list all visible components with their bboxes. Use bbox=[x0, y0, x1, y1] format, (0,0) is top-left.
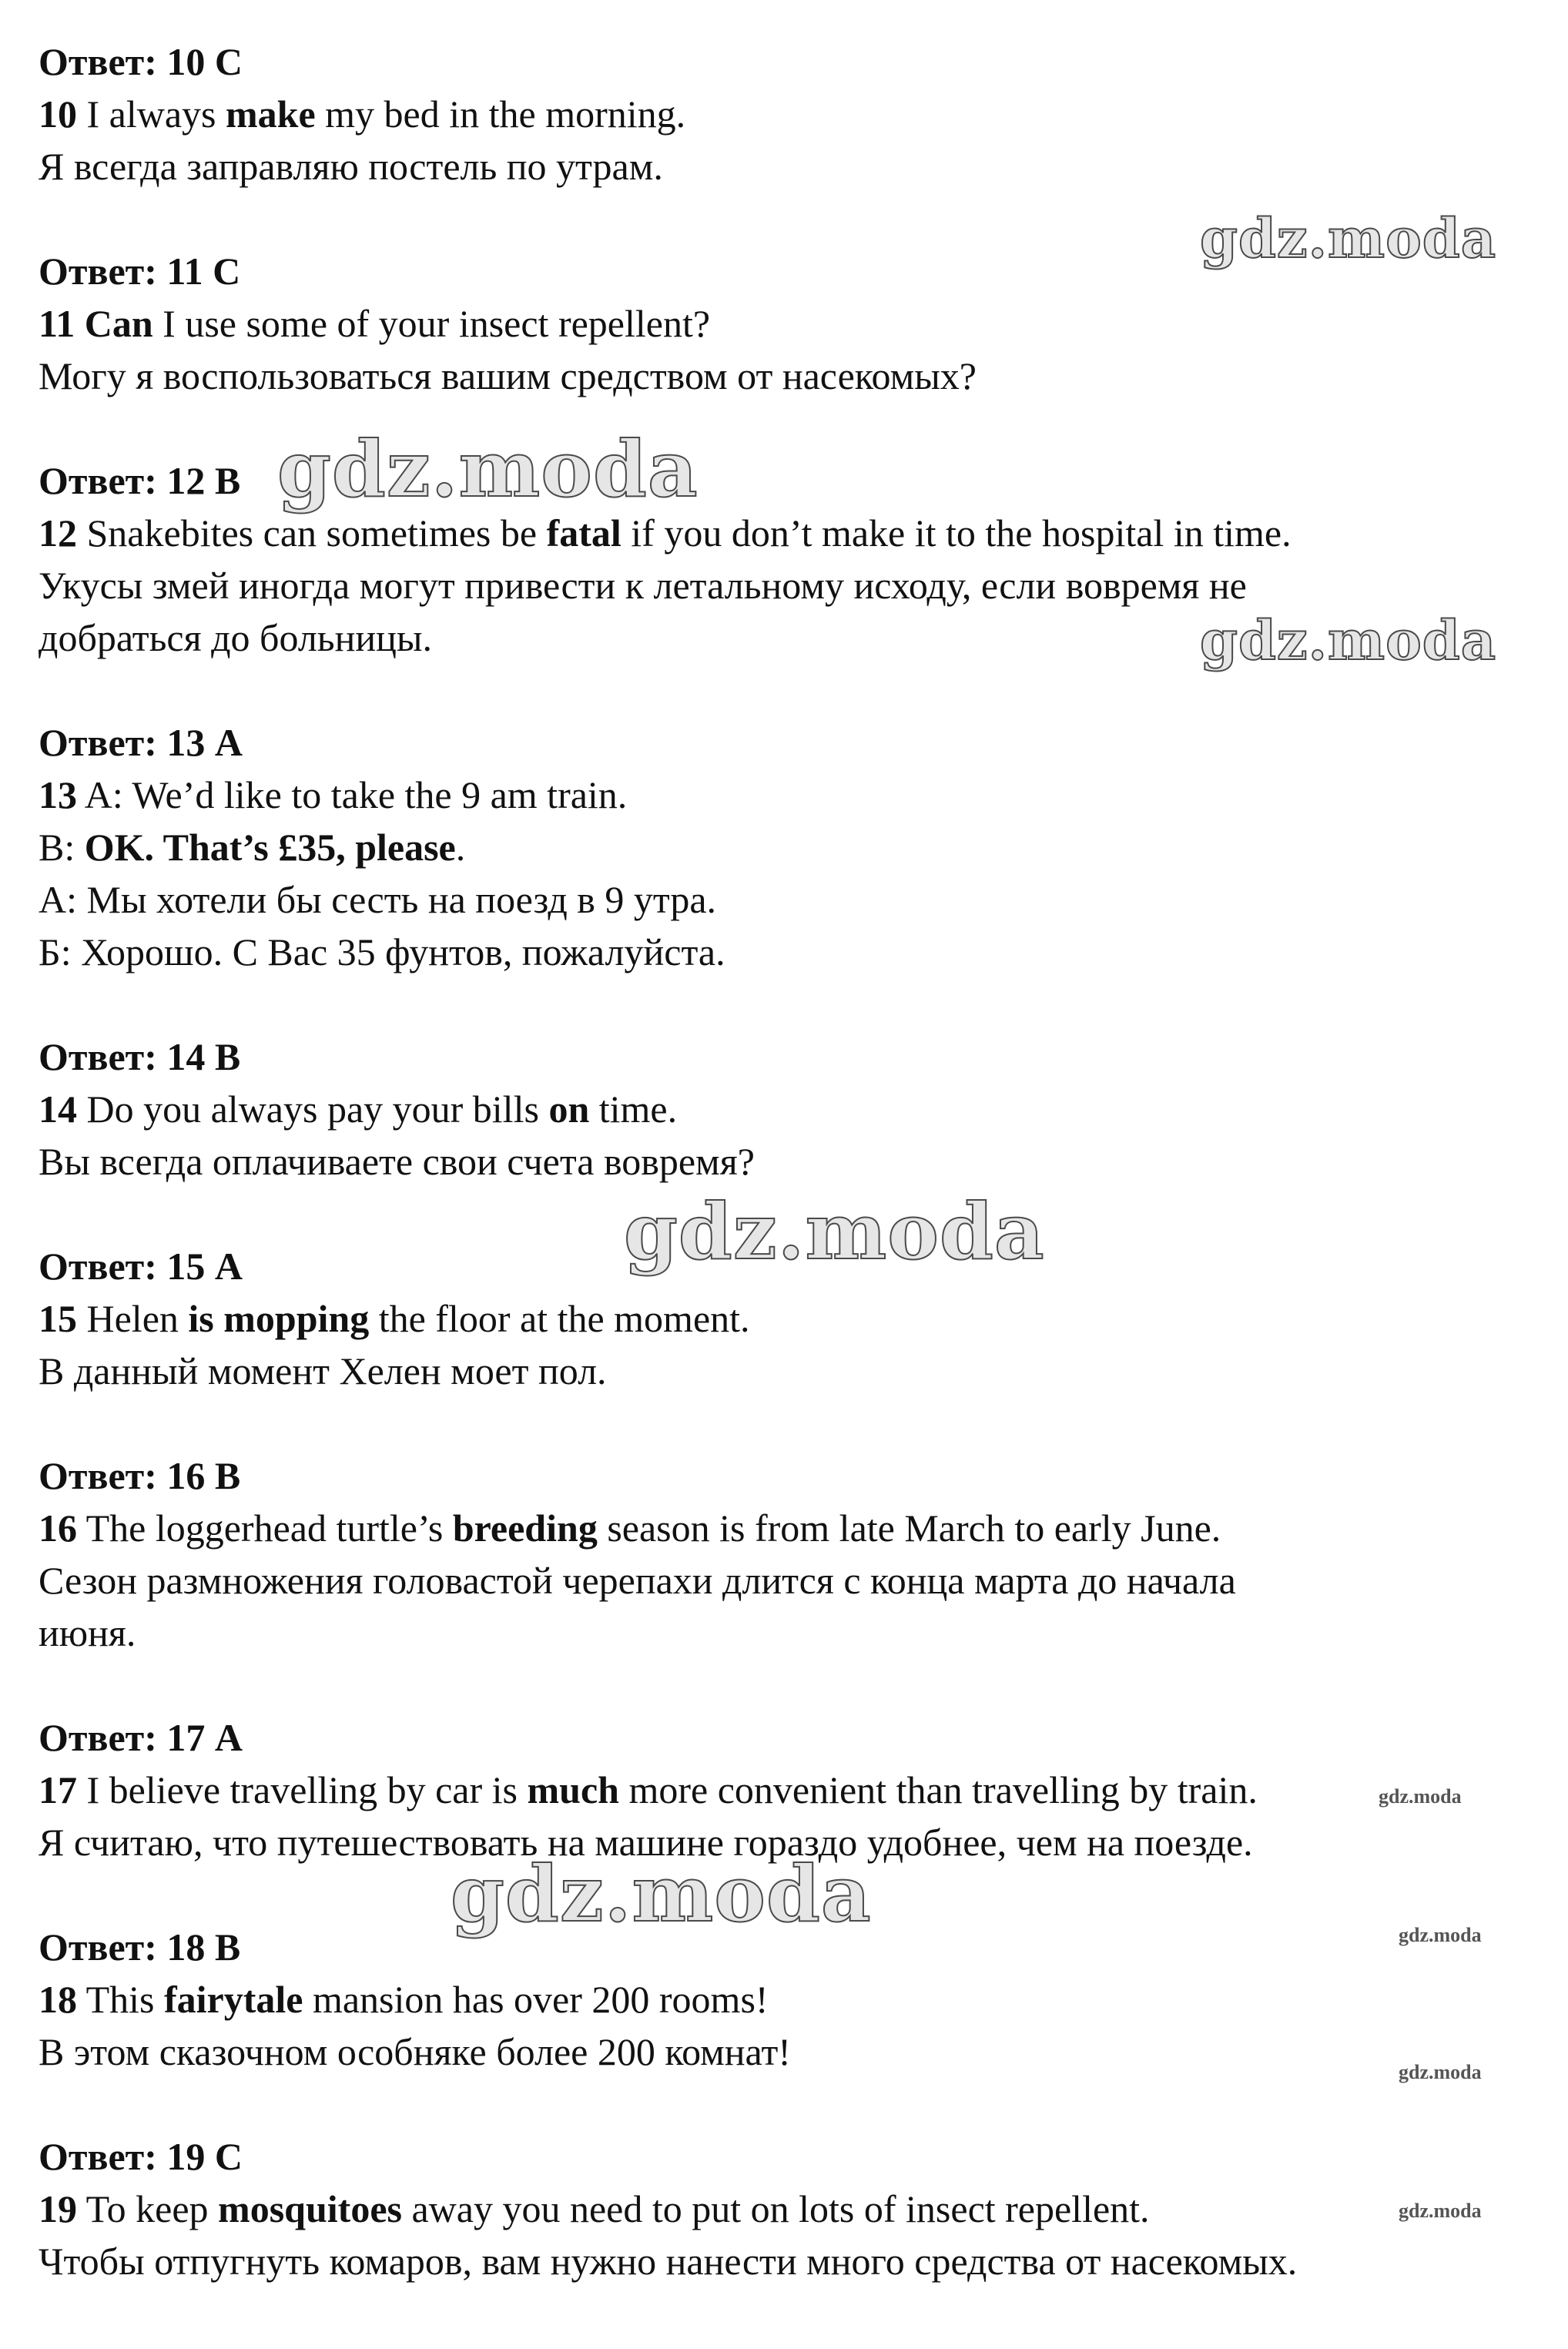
answer-heading: Ответ: 10 C bbox=[39, 40, 243, 83]
text-fragment: mansion has over 200 rooms! bbox=[303, 1978, 769, 2021]
text-fragment: I believe travelling by car is bbox=[77, 1768, 528, 1811]
answer-heading: Ответ: 14 B bbox=[39, 1035, 241, 1078]
watermark-small: gdz.moda bbox=[1399, 2200, 1482, 2222]
bold-fragment: 16 bbox=[39, 1506, 77, 1550]
english-sentence bbox=[39, 1292, 1548, 1345]
text-fragment: season is from late March to early June. bbox=[597, 1506, 1221, 1550]
bold-fragment: fatal bbox=[546, 511, 622, 555]
bold-fragment: 14 bbox=[39, 1087, 77, 1131]
bold-fragment: on bbox=[548, 1087, 590, 1131]
answer-heading: Ответ: 12 B bbox=[39, 459, 241, 502]
text-fragment: The loggerhead turtle’s bbox=[77, 1506, 453, 1550]
answer-heading: Ответ: 16 B bbox=[39, 1454, 241, 1497]
russian-translation: Б: Хорошо. С Вас 35 фунтов, пожалуйста. bbox=[39, 930, 725, 973]
russian-translation: Я всегда заправляю постель по утрам. bbox=[39, 145, 663, 188]
english-sentence bbox=[39, 769, 1548, 821]
answer-block bbox=[39, 2130, 1548, 2287]
bold-fragment: fairytale bbox=[164, 1978, 303, 2021]
text-fragment: the floor at the moment. bbox=[369, 1297, 750, 1340]
english-sentence bbox=[39, 1764, 1548, 1816]
bold-fragment: is mopping bbox=[188, 1297, 370, 1340]
answer-block bbox=[39, 1711, 1548, 1868]
answer-heading: Ответ: 15 A bbox=[39, 1245, 243, 1288]
text-fragment: more convenient than travelling by train. bbox=[618, 1768, 1258, 1811]
russian-translation: В этом сказочном особняке более 200 комнат! bbox=[39, 2030, 791, 2073]
bold-fragment: mosquitoes bbox=[218, 2187, 402, 2230]
bold-fragment: OK. That’s £35, please bbox=[84, 826, 456, 869]
watermark-large: gdz.moda bbox=[1200, 608, 1497, 672]
bold-fragment: much bbox=[527, 1768, 619, 1811]
answer-heading: Ответ: 11 C bbox=[39, 250, 241, 293]
answer-heading: Ответ: 13 A bbox=[39, 721, 243, 764]
answer-block bbox=[39, 716, 1548, 978]
text-fragment: I always bbox=[77, 92, 226, 136]
russian-translation: Укусы змей иногда могут привести к летальному исходу, если вовремя не bbox=[39, 564, 1247, 607]
russian-translation: Сезон размножения головастой черепахи длится с конца марта до начала bbox=[39, 1559, 1236, 1602]
bold-fragment: 18 bbox=[39, 1978, 77, 2021]
bold-fragment: 17 bbox=[39, 1768, 77, 1811]
text-fragment: A: We’d like to take the 9 am train. bbox=[77, 773, 628, 816]
watermark-large: gdz.moda bbox=[624, 1186, 1045, 1277]
russian-translation: добраться до больницы. bbox=[39, 616, 432, 659]
answer-document bbox=[39, 35, 1548, 2340]
russian-translation: В данный момент Хелен моет пол. bbox=[39, 1349, 607, 1392]
english-sentence bbox=[39, 821, 1548, 873]
answer-block bbox=[39, 245, 1548, 402]
russian-translation: Вы всегда оплачиваете свои счета вовремя? bbox=[39, 1140, 755, 1183]
english-sentence bbox=[39, 1083, 1548, 1135]
bold-fragment: 10 bbox=[39, 92, 77, 136]
english-sentence bbox=[39, 507, 1548, 559]
answer-block bbox=[39, 1449, 1548, 1659]
russian-translation: Я считаю, что путешествовать на машине гораздо удобнее, чем на поезде. bbox=[39, 1821, 1253, 1864]
watermark-large: gdz.moda bbox=[451, 1848, 872, 1939]
russian-translation: Могу я воспользоваться вашим средством от насекомых? bbox=[39, 354, 977, 397]
text-fragment: away you need to put on lots of insect repellent. bbox=[401, 2187, 1150, 2230]
english-sentence bbox=[39, 2183, 1548, 2235]
answer-heading: Ответ: 19 C bbox=[39, 2135, 243, 2178]
watermark-small: gdz.moda bbox=[1399, 2061, 1482, 2083]
text-fragment: time. bbox=[589, 1087, 678, 1131]
english-sentence bbox=[39, 297, 1548, 350]
watermark-small: gdz.moda bbox=[1379, 1785, 1462, 1808]
text-fragment: Snakebites can sometimes be bbox=[77, 511, 547, 555]
bold-fragment: make bbox=[226, 92, 316, 136]
watermark-large: gdz.moda bbox=[277, 424, 699, 514]
answer-block bbox=[39, 1240, 1548, 1397]
answer-block bbox=[39, 1921, 1548, 2078]
text-fragment: Do you always pay your bills bbox=[77, 1087, 549, 1131]
answer-block bbox=[39, 454, 1548, 664]
english-sentence bbox=[39, 88, 1548, 140]
english-sentence bbox=[39, 1973, 1548, 2026]
russian-translation: июня. bbox=[39, 1611, 136, 1654]
bold-fragment: 13 bbox=[39, 773, 77, 816]
english-sentence bbox=[39, 1502, 1548, 1554]
answer-block bbox=[39, 1030, 1548, 1188]
bold-fragment: 15 bbox=[39, 1297, 77, 1340]
text-fragment: To keep bbox=[77, 2187, 219, 2230]
watermark-large: gdz.moda bbox=[1200, 206, 1497, 270]
answer-heading: Ответ: 17 A bbox=[39, 1716, 243, 1759]
bold-fragment: 11 Can bbox=[39, 302, 153, 345]
text-fragment: my bed in the morning. bbox=[315, 92, 686, 136]
watermark-small: gdz.moda bbox=[1399, 1924, 1482, 1946]
russian-translation: А: Мы хотели бы сесть на поезд в 9 утра. bbox=[39, 878, 717, 921]
answer-block bbox=[39, 35, 1548, 193]
answer-heading: Ответ: 18 B bbox=[39, 1925, 241, 1969]
text-fragment: B: bbox=[39, 826, 85, 869]
text-fragment: I use some of your insect repellent? bbox=[152, 302, 711, 345]
bold-fragment: 19 bbox=[39, 2187, 77, 2230]
text-fragment: This bbox=[77, 1978, 164, 2021]
bold-fragment: 12 bbox=[39, 511, 77, 555]
text-fragment: . bbox=[455, 826, 466, 869]
bold-fragment: breeding bbox=[452, 1506, 598, 1550]
russian-translation: Чтобы отпугнуть комаров, вам нужно нанести много средства от насекомых. bbox=[39, 2240, 1298, 2283]
text-fragment: if you don’t make it to the hospital in time. bbox=[621, 511, 1292, 555]
text-fragment: Helen bbox=[77, 1297, 189, 1340]
